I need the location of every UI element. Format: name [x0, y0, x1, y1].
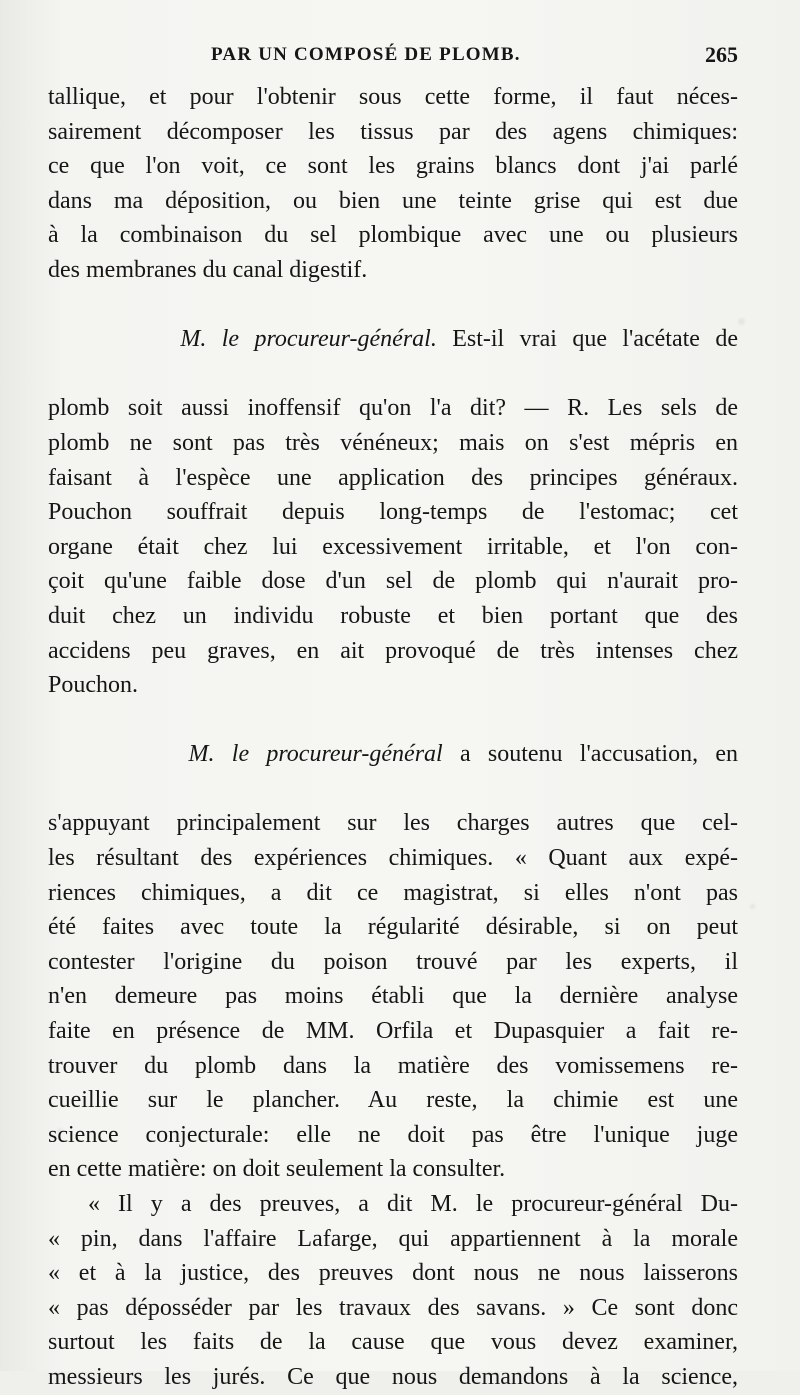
- text-line: [48, 288, 738, 392]
- text-line: dans ma déposition, ou bien une teinte grise qui est due: [48, 187, 738, 214]
- text-line: « Il y a des preuves, a dit M. le procureur-général Du-: [88, 1191, 738, 1217]
- speaker-label: M. le procureur-général: [188, 741, 443, 768]
- text-line: « et à la justice, des preuves dont nous ne nous laisserons: [48, 1260, 738, 1287]
- text-line: science conjecturale: elle ne doit pas être l'unique juge: [48, 1121, 738, 1148]
- text-line: surtout les faits de la cause que vous devez examiner,: [48, 1329, 738, 1356]
- text-line: « pin, dans l'affaire Lafarge, qui appartiennent à la morale: [48, 1225, 738, 1252]
- text-line: tallique, et pour l'obtenir sous cette forme, il faut néces-: [48, 84, 738, 110]
- page-number: 265: [705, 42, 738, 67]
- line-text: a soutenu l'accusation, en: [442, 741, 738, 768]
- text-line: faisant à l'espèce une application des principes généraux.: [48, 464, 738, 491]
- line-text: Est-il vrai que l'acétate de: [436, 326, 738, 353]
- text-line: ce que l'on voit, ce sont les grains blancs dont j'ai parlé: [48, 153, 738, 180]
- speaker-label: M. le procureur-général.: [180, 326, 437, 353]
- text-line: faite en présence de MM. Orfila et Dupasquier a fait re-: [48, 1018, 738, 1045]
- text-line: les résultant des expériences chimiques. « Quant aux expé-: [48, 845, 738, 872]
- text-line: des membranes du canal digestif.: [48, 256, 368, 283]
- text-line: organe était chez lui excessivement irritable, et l'on con-: [48, 533, 738, 560]
- text-line: en cette matière: on doit seulement la consulter.: [48, 1156, 506, 1183]
- page-header: [48, 38, 738, 74]
- text-line: duit chez un individu robuste et bien portant que des: [48, 602, 738, 629]
- text-line: riences chimiques, a dit ce magistrat, si elles n'ont pas: [48, 879, 738, 906]
- text-line: messieurs les jurés. Ce que nous demandons à la science,: [48, 1363, 738, 1390]
- text-line: cueillie sur le plancher. Au reste, la chimie est une: [48, 1087, 738, 1114]
- text-line: plomb ne sont pas très vénéneux; mais on s'est mépris en: [48, 429, 738, 456]
- text-line: contester l'origine du poison trouvé par les experts, il: [48, 948, 738, 975]
- text-line: Pouchon.: [48, 672, 138, 699]
- text-line: çoit qu'une faible dose d'un sel de plomb qui n'aurait pro-: [48, 568, 738, 595]
- text-line: sairement décomposer les tissus par des agens chimiques:: [48, 118, 738, 145]
- text-line: « pas déposséder par les travaux des savans. » Ce sont donc: [48, 1294, 738, 1321]
- text-line: accidens peu graves, en ait provoqué de très intenses chez: [48, 637, 738, 664]
- text-line: trouver du plomb dans la matière des vomissemens re-: [48, 1052, 738, 1079]
- text-line: [48, 703, 738, 807]
- text-line: n'en demeure pas moins établi que la dernière analyse: [48, 983, 738, 1010]
- text-line: Pouchon souffrait depuis long-temps de l'estomac; cet: [48, 499, 738, 526]
- text-line: été faites avec toute la régularité désirable, si on peut: [48, 914, 738, 941]
- text-line: à la combinaison du sel plombique avec une ou plusieurs: [48, 222, 738, 249]
- running-title: PAR UN COMPOSÉ DE PLOMB.: [211, 44, 521, 65]
- text-line: s'appuyant principalement sur les charges autres que cel-: [48, 810, 738, 837]
- text-line: plomb soit aussi inoffensif qu'on l'a dit? — R. Les sels de: [48, 395, 738, 422]
- page-text: [48, 80, 738, 1395]
